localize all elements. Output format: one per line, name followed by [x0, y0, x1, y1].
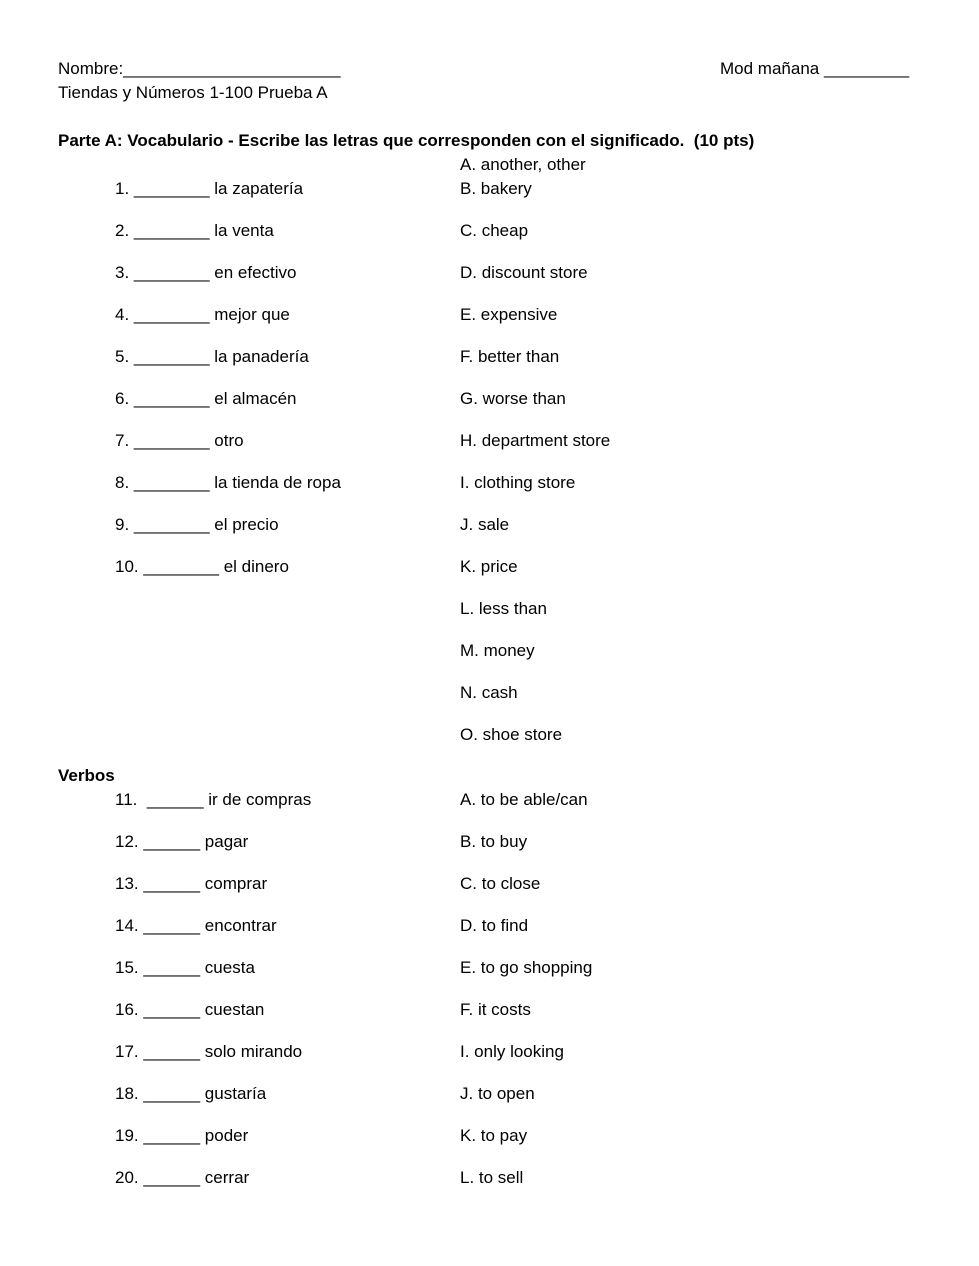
vocab-question: 3. ________ en efectivo [115, 263, 297, 282]
vocab-option: G. worse than [460, 389, 566, 408]
vocab-question: 10. ________ el dinero [115, 557, 289, 576]
verb-question: 18. ______ gustaría [115, 1084, 267, 1103]
verb-question: 20. ______ cerrar [115, 1168, 250, 1187]
verb-question: 14. ______ encontrar [115, 916, 277, 935]
parte-a-heading: Parte A: Vocabulario - Escribe las letras que corresponden con el significado. (10 pts) [58, 131, 755, 150]
verb-option: E. to go shopping [460, 958, 593, 977]
vocab-option: M. money [460, 641, 535, 660]
vocab-option: A. another, other [460, 155, 586, 174]
vocab-question: 4. ________ mejor que [115, 305, 290, 324]
vocab-question: 1. ________ la zapatería [115, 179, 304, 198]
verb-question: 19. ______ poder [115, 1126, 249, 1145]
vocab-question: 9. ________ el precio [115, 515, 279, 534]
verb-question: 13. ______ comprar [115, 874, 268, 893]
mod-field: Mod mañana _________ [720, 59, 910, 78]
verb-option: L. to sell [460, 1168, 524, 1187]
vocab-option: N. cash [460, 683, 518, 702]
vocab-option: L. less than [460, 599, 547, 618]
verb-question: 11. ______ ir de compras [115, 790, 312, 809]
verb-option: C. to close [460, 874, 541, 893]
vocab-option: F. better than [460, 347, 560, 366]
vocab-option: E. expensive [460, 305, 558, 324]
verb-option: K. to pay [460, 1126, 528, 1145]
verb-question: 17. ______ solo mirando [115, 1042, 303, 1061]
vocab-question: 8. ________ la tienda de ropa [115, 473, 341, 492]
verb-option: B. to buy [460, 832, 528, 851]
verb-option: J. to open [460, 1084, 535, 1103]
vocab-question: 7. ________ otro [115, 431, 244, 450]
vocab-option: C. cheap [460, 221, 529, 240]
nombre-field: Nombre:_______________________ [58, 59, 341, 78]
vocab-option: B. bakery [460, 179, 532, 198]
vocab-option: D. discount store [460, 263, 588, 282]
verb-question: 15. ______ cuesta [115, 958, 255, 977]
verb-option: A. to be able/can [460, 790, 588, 809]
quiz-title: Tiendas y Números 1-100 Prueba A [58, 83, 328, 102]
verb-question: 16. ______ cuestan [115, 1000, 265, 1019]
vocab-option: J. sale [460, 515, 510, 534]
vocab-option: O. shoe store [460, 725, 563, 744]
vocab-option: H. department store [460, 431, 611, 450]
verb-option: F. it costs [460, 1000, 531, 1019]
verb-option: D. to find [460, 916, 529, 935]
vocab-question: 5. ________ la panadería [115, 347, 309, 366]
verbos-heading: Verbos [58, 766, 115, 785]
vocab-option: I. clothing store [460, 473, 576, 492]
vocab-option: K. price [460, 557, 518, 576]
verb-option: I. only looking [460, 1042, 564, 1061]
vocab-question: 2. ________ la venta [115, 221, 274, 240]
verb-question: 12. ______ pagar [115, 832, 249, 851]
vocab-question: 6. ________ el almacén [115, 389, 297, 408]
